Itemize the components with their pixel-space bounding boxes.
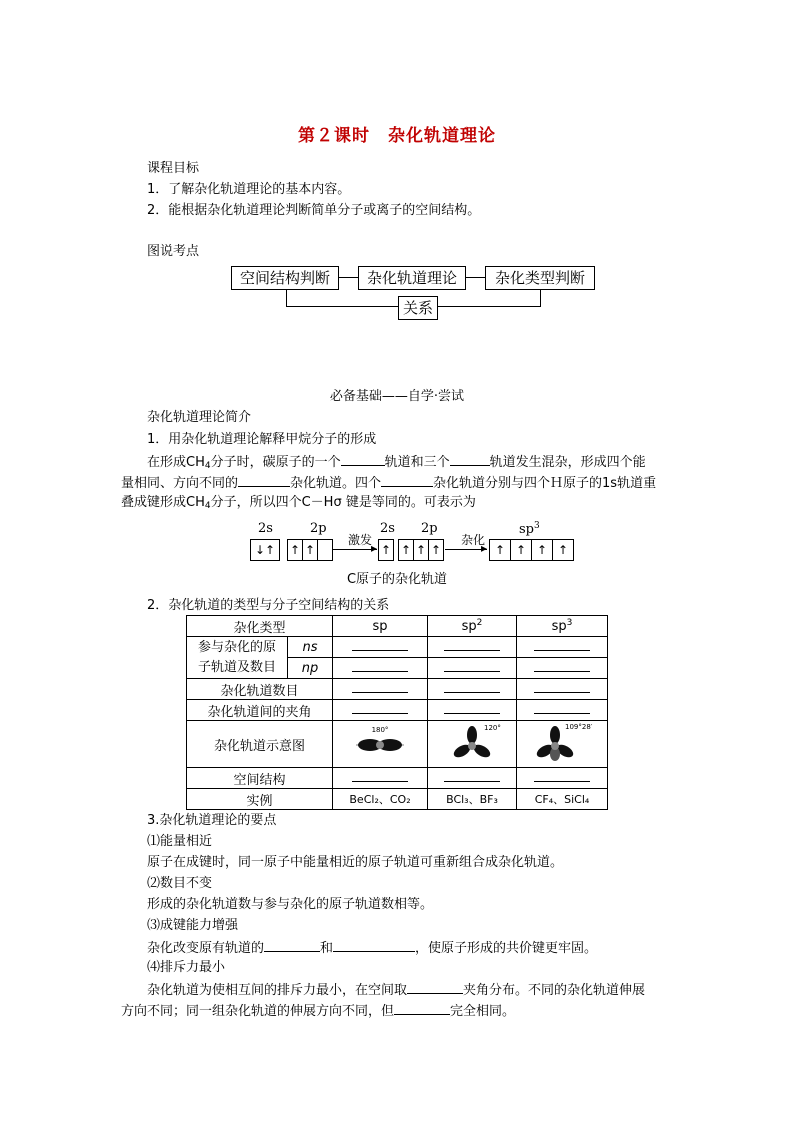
table-header-sp2: $sp^2$ <box>428 616 517 637</box>
row-label-shape: 空间结构 <box>187 768 333 789</box>
sp3-orbital-diagram <box>517 721 608 768</box>
table-header-sp: sp <box>333 616 428 637</box>
concept-map-heading: 图说考点 <box>147 244 200 259</box>
hybridization-table <box>186 615 608 810</box>
row-label-ns: ns <box>288 637 333 658</box>
table-cell-blank <box>428 679 517 700</box>
item2-title: 2．杂化轨道的类型与分子空间结构的关系 <box>147 598 390 613</box>
orbital-box-2p-excited: ↑ ↑ ↑ <box>398 539 444 561</box>
arrow-head-icon: ▸ <box>481 541 488 555</box>
table-header-sp3: $sp^3$ <box>517 616 608 637</box>
section-subheading: 杂化轨道理论简介 <box>147 410 252 425</box>
point1-text: 原子在成键时，同一原子中能量相近的原子轨道可重新组合成杂化轨道。 <box>147 855 564 870</box>
page-title: 第２课时 杂化轨道理论 <box>298 126 496 146</box>
point3-text: 杂化改变原有轨道的 和 ，使原子形成的共价键更牢固。 <box>147 938 597 958</box>
table-cell-blank <box>517 768 608 789</box>
sp3-orbital-icon <box>527 721 597 763</box>
example-sp: BeCl₂、CO₂ <box>333 789 428 810</box>
paragraph-line: 在形成$CH_4$分子时，碳原子的一个 轨道和三个 轨道发生混杂，形成四个能 <box>147 452 646 475</box>
table-cell-blank <box>333 700 428 721</box>
table-cell-blank <box>428 637 517 658</box>
orbital-box-sp3: ↑ ↑ ↑ ↑ <box>489 539 574 561</box>
objective-item-1: 1．了解杂化轨道理论的基本内容。 <box>147 182 351 197</box>
node-hybrid-theory: 杂化轨道理论 <box>358 266 466 290</box>
connector-line <box>286 290 287 306</box>
table-cell-blank <box>428 768 517 789</box>
point4-text: 杂化轨道为使相互间的排斥力最小，在空间取 夹角分布。不同的杂化轨道伸展 <box>147 980 645 1000</box>
row-label-diagram: 杂化轨道示意图 <box>187 721 333 768</box>
table-cell-blank <box>428 658 517 679</box>
orbital-box-2s-excited: ↑ <box>378 539 394 561</box>
connector-line <box>465 277 485 278</box>
point4-text-cont: 方向不同；同一组杂化轨道的伸展方向不同，但 完全相同。 <box>121 1001 515 1021</box>
table-cell-blank <box>333 658 428 679</box>
row-label-angle: 杂化轨道间的夹角 <box>187 700 333 721</box>
arrow-head-icon: ▸ <box>371 541 378 555</box>
connector-line <box>437 306 541 307</box>
svg-text:120°: 120° <box>484 724 501 732</box>
item3-title: 3.杂化轨道理论的要点 <box>147 813 277 828</box>
row-label-example: 实例 <box>187 789 333 810</box>
point4-heading: ⑷排斥力最小 <box>147 960 226 975</box>
table-cell-blank <box>428 700 517 721</box>
table-cell-blank <box>517 679 608 700</box>
arrow-hybrid-label: 杂化 <box>461 533 486 547</box>
table-cell-blank <box>517 700 608 721</box>
paragraph-line: 量相同、方向不同的 杂化轨道。四个 杂化轨道分别与四个Ｈ原子的1s轨道重 <box>121 473 656 493</box>
objectives-heading: 课程目标 <box>147 161 200 176</box>
node-hybrid-type-judgment: 杂化类型判断 <box>485 266 595 290</box>
orbital-caption: C原子的杂化轨道 <box>346 572 448 587</box>
table-cell-blank <box>517 658 608 679</box>
sp-orbital-diagram <box>333 721 428 768</box>
section-heading: 必备基础——自学·尝试 <box>329 389 465 404</box>
point2-heading: ⑵数目不变 <box>147 876 213 891</box>
row-label-orbitals: 参与杂化的原 子轨道及数目 <box>187 637 288 679</box>
svg-text:109°28′: 109°28′ <box>565 723 593 731</box>
orbital-box-2s: ↓↑ <box>250 539 280 561</box>
point3-heading: ⑶成键能力增强 <box>147 918 239 933</box>
node-relation: 关系 <box>398 296 438 320</box>
point2-text: 形成的杂化轨道数与参与杂化的原子轨道数相等。 <box>147 897 434 912</box>
sp-orbital-icon <box>350 723 410 761</box>
row-label-count: 杂化轨道数目 <box>187 679 333 700</box>
table-cell-blank <box>333 768 428 789</box>
orbital-label-2p-excited: 2p <box>421 521 438 536</box>
orbital-label-2s-excited: 2s <box>380 521 395 536</box>
orbital-label-2p: 2p <box>310 521 327 536</box>
row-label-np: np <box>288 658 333 679</box>
item1-title: 1．用杂化轨道理论解释甲烷分子的形成 <box>147 432 377 447</box>
arrow-excite-label: 激发 <box>348 533 373 547</box>
svg-text:180°: 180° <box>371 726 389 734</box>
table-cell-blank <box>333 679 428 700</box>
sp2-orbital-diagram <box>428 721 517 768</box>
table-header-type: 杂化类型 <box>187 616 333 637</box>
orbital-label-2s: 2s <box>258 521 273 536</box>
node-structure-judgment: 空间结构判断 <box>231 266 339 290</box>
orbital-box-2p: ↑ ↑ <box>287 539 333 561</box>
connector-line <box>338 277 358 278</box>
table-cell-blank <box>517 637 608 658</box>
example-sp2: BCl₃、BF₃ <box>428 789 517 810</box>
paragraph-line: 叠成键形成$CH_4$分子，所以四个C－Hσ 键是等同的。可表示为 <box>121 495 476 511</box>
example-sp3: CF₄、SiCl₄ <box>517 789 608 810</box>
sp2-orbital-icon <box>442 721 502 763</box>
table-cell-blank <box>333 637 428 658</box>
point1-heading: ⑴能量相近 <box>147 834 213 849</box>
orbital-label-sp3: $sp^3$ <box>519 521 540 537</box>
connector-line <box>540 290 541 306</box>
objective-item-2: 2．能根据杂化轨道理论判断简单分子或离子的空间结构。 <box>147 203 481 218</box>
connector-line <box>286 306 398 307</box>
